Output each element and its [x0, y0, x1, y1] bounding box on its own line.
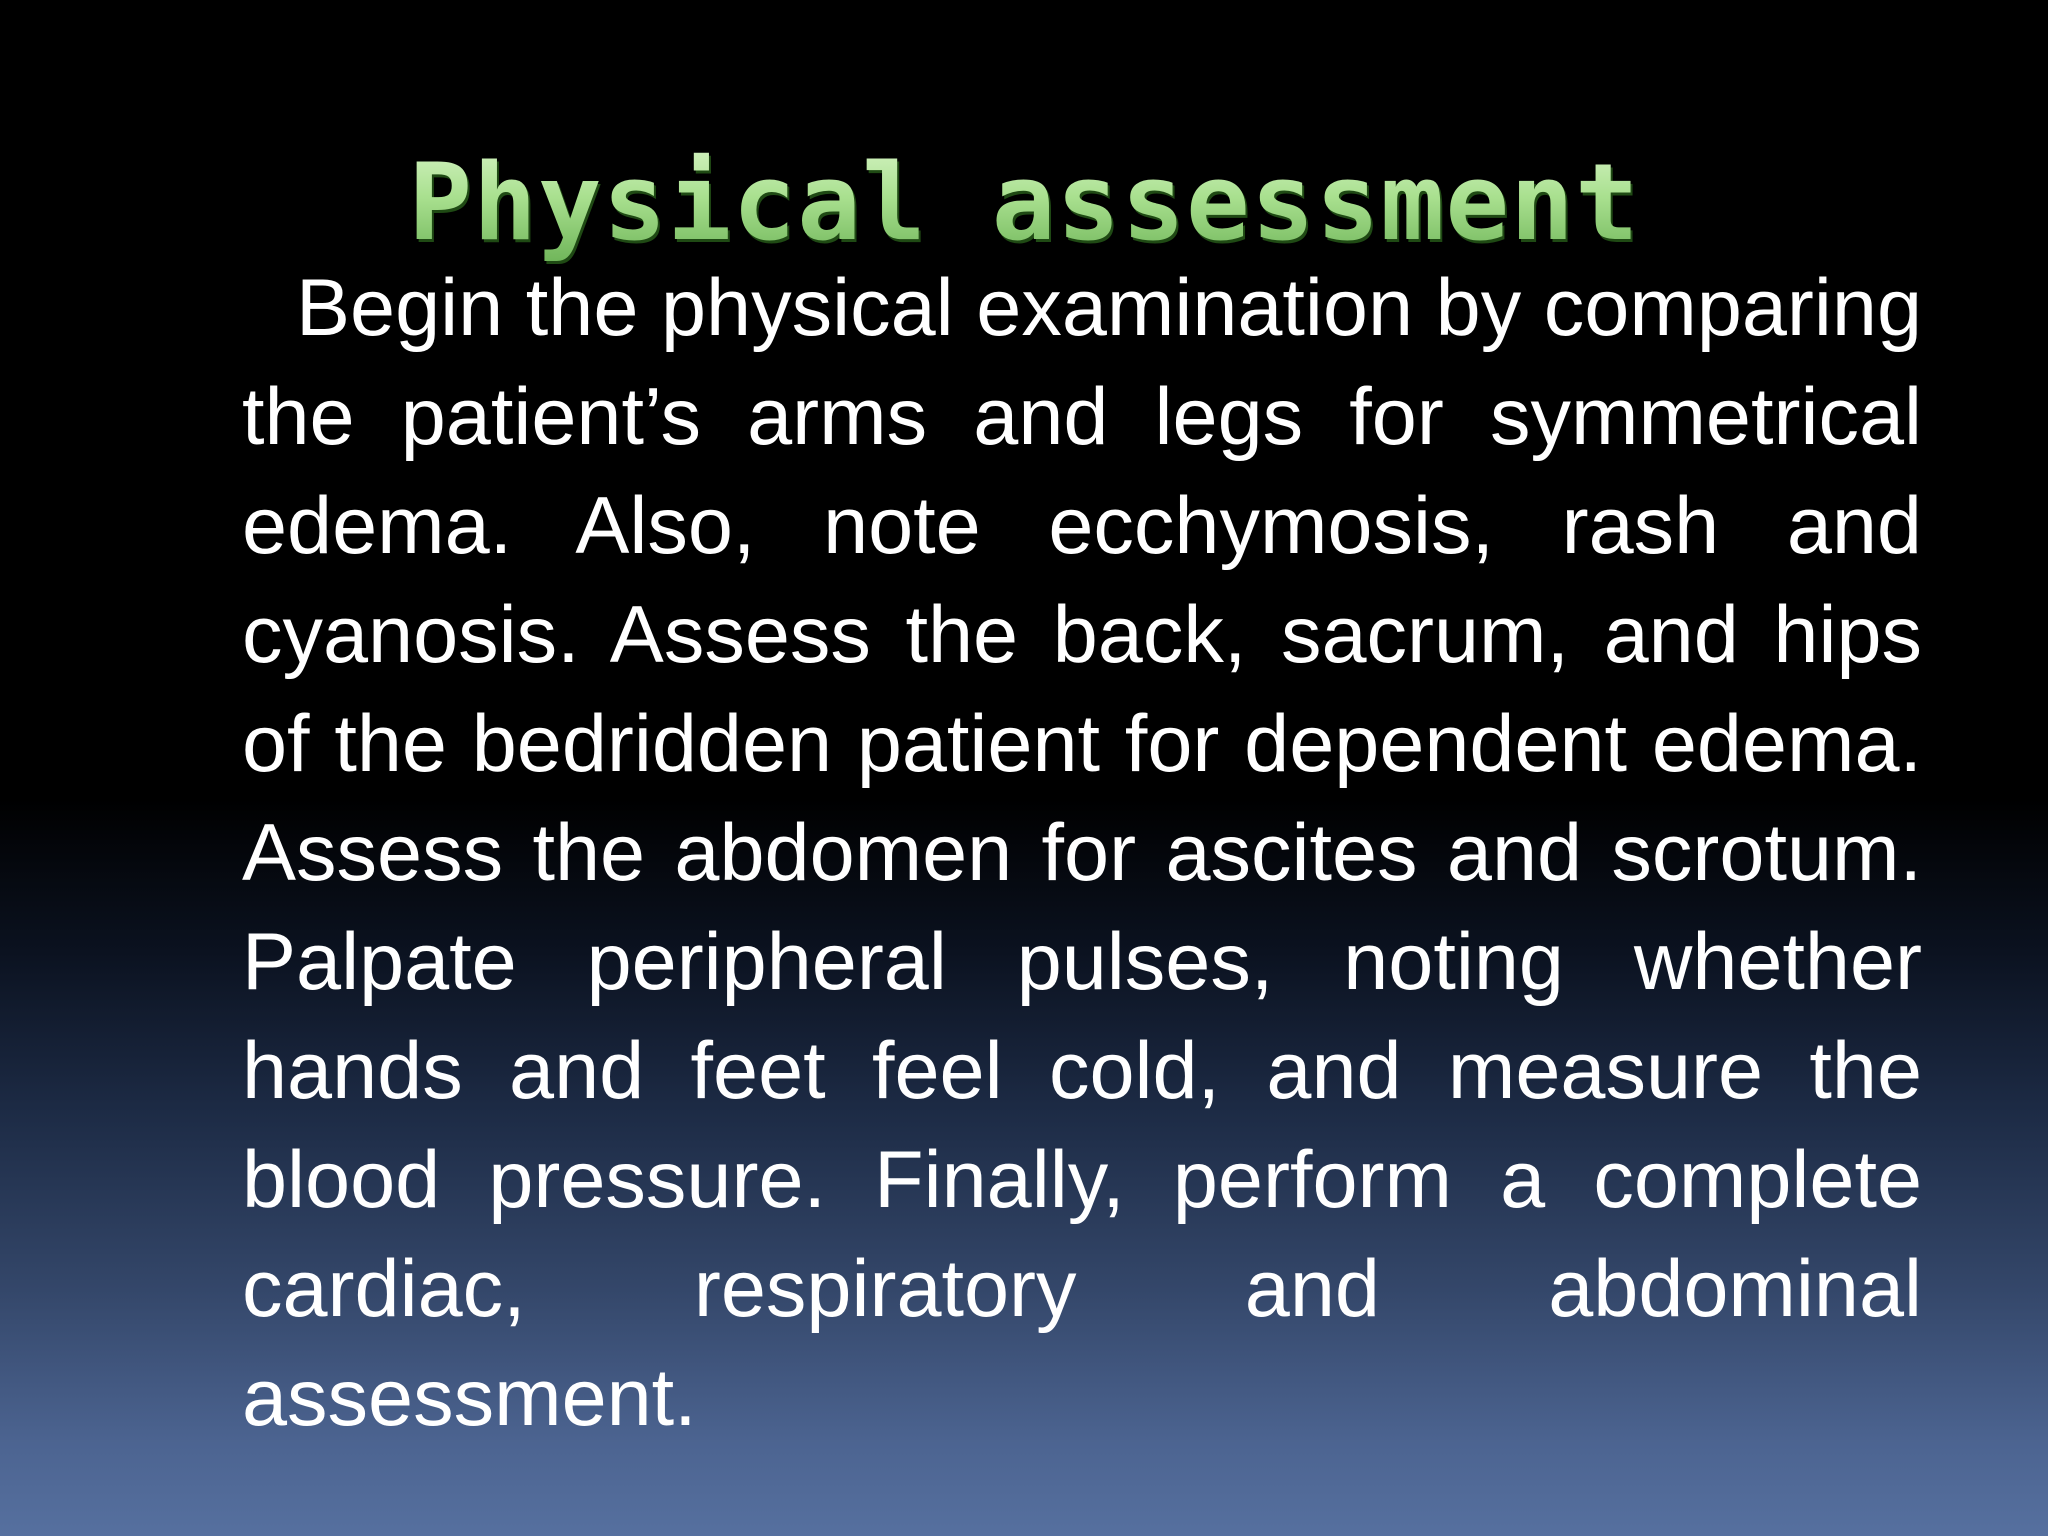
slide-title: Physical assessment [0, 143, 2048, 263]
slide-body-text: Begin the physical examination by comparing the patient’s arms and legs for symmetrical edema. Also, note ecchymosis, rash and cyanosis. Assess the back, sacrum, and hips of the bedridden patient for dependent edema. Assess the abdomen for ascites and scrotum. Palpate peripheral pulses, noting whether hands and feet feel cold, and measure the blood pressure. Finally, perform a complete cardiac, respiratory and abdominal assessment. [242, 263, 1922, 1443]
